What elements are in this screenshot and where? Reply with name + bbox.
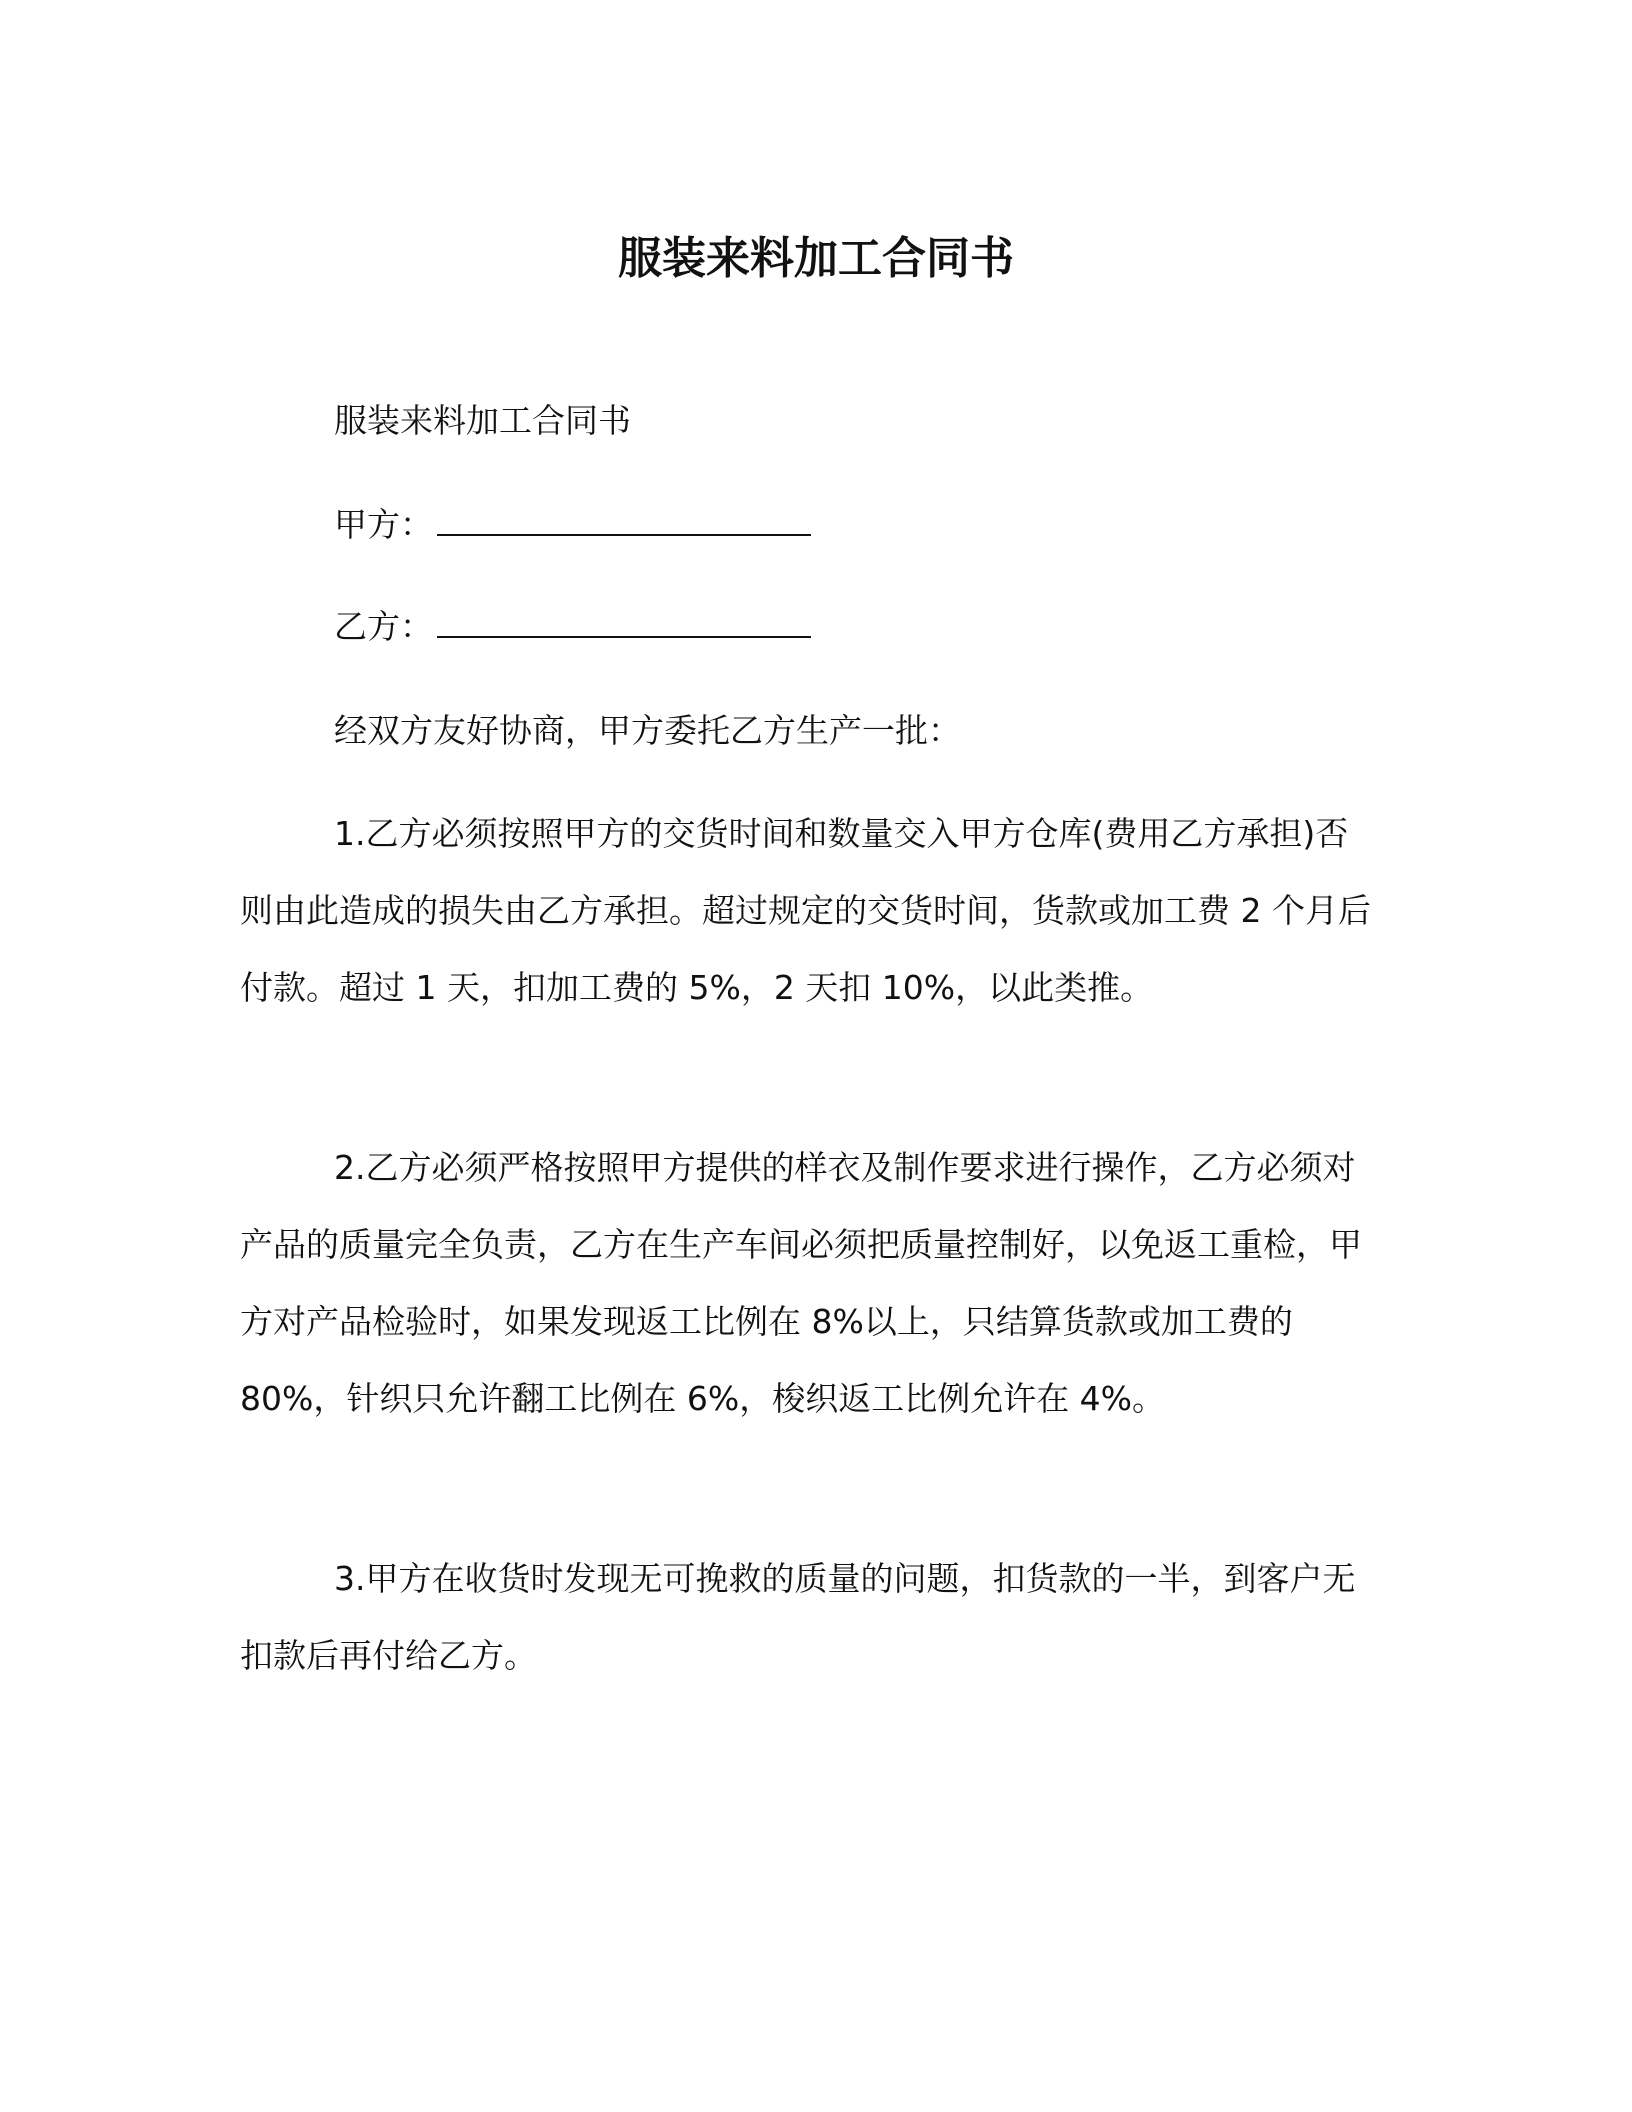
clause-2: 2.乙方必须严格按照甲方提供的样衣及制作要求进行操作，乙方必须对产品的质量完全负责，乙方在生产车间必须把质量控制好，以免返工重检，甲方对产品检验时，如果发现返工比例在 8%以上，只结算货款或加工费的 80%，针织只允许翻工比例在 6%，梭织返工比例允许在 4%。	[240, 1148, 1362, 1418]
party-b-label: 乙方：	[334, 607, 433, 646]
document-title: 服装来料加工合同书	[618, 233, 1014, 284]
party-a-blank[interactable]	[437, 504, 811, 536]
document-subtitle: 服装来料加工合同书	[334, 401, 631, 440]
party-b-line	[240, 588, 1376, 665]
clause-1: 1.乙方必须按照甲方的交货时间和数量交入甲方仓库(费用乙方承担)否则由此造成的损失由乙方承担。超过规定的交货时间，货款或加工费 2 个月后付款。超过 1 天，扣加工费的 5%，2 天扣 10%，以此类推。	[240, 814, 1371, 1007]
party-b-blank[interactable]	[437, 606, 811, 638]
clause-3: 3.甲方在收货时发现无可挽救的质量的问题，扣货款的一半，到客户无扣款后再付给乙方。	[240, 1559, 1356, 1675]
party-a-label: 甲方：	[334, 505, 433, 544]
party-a-line	[240, 486, 1376, 563]
intro-paragraph: 经双方友好协商，甲方委托乙方生产一批：	[334, 711, 961, 750]
